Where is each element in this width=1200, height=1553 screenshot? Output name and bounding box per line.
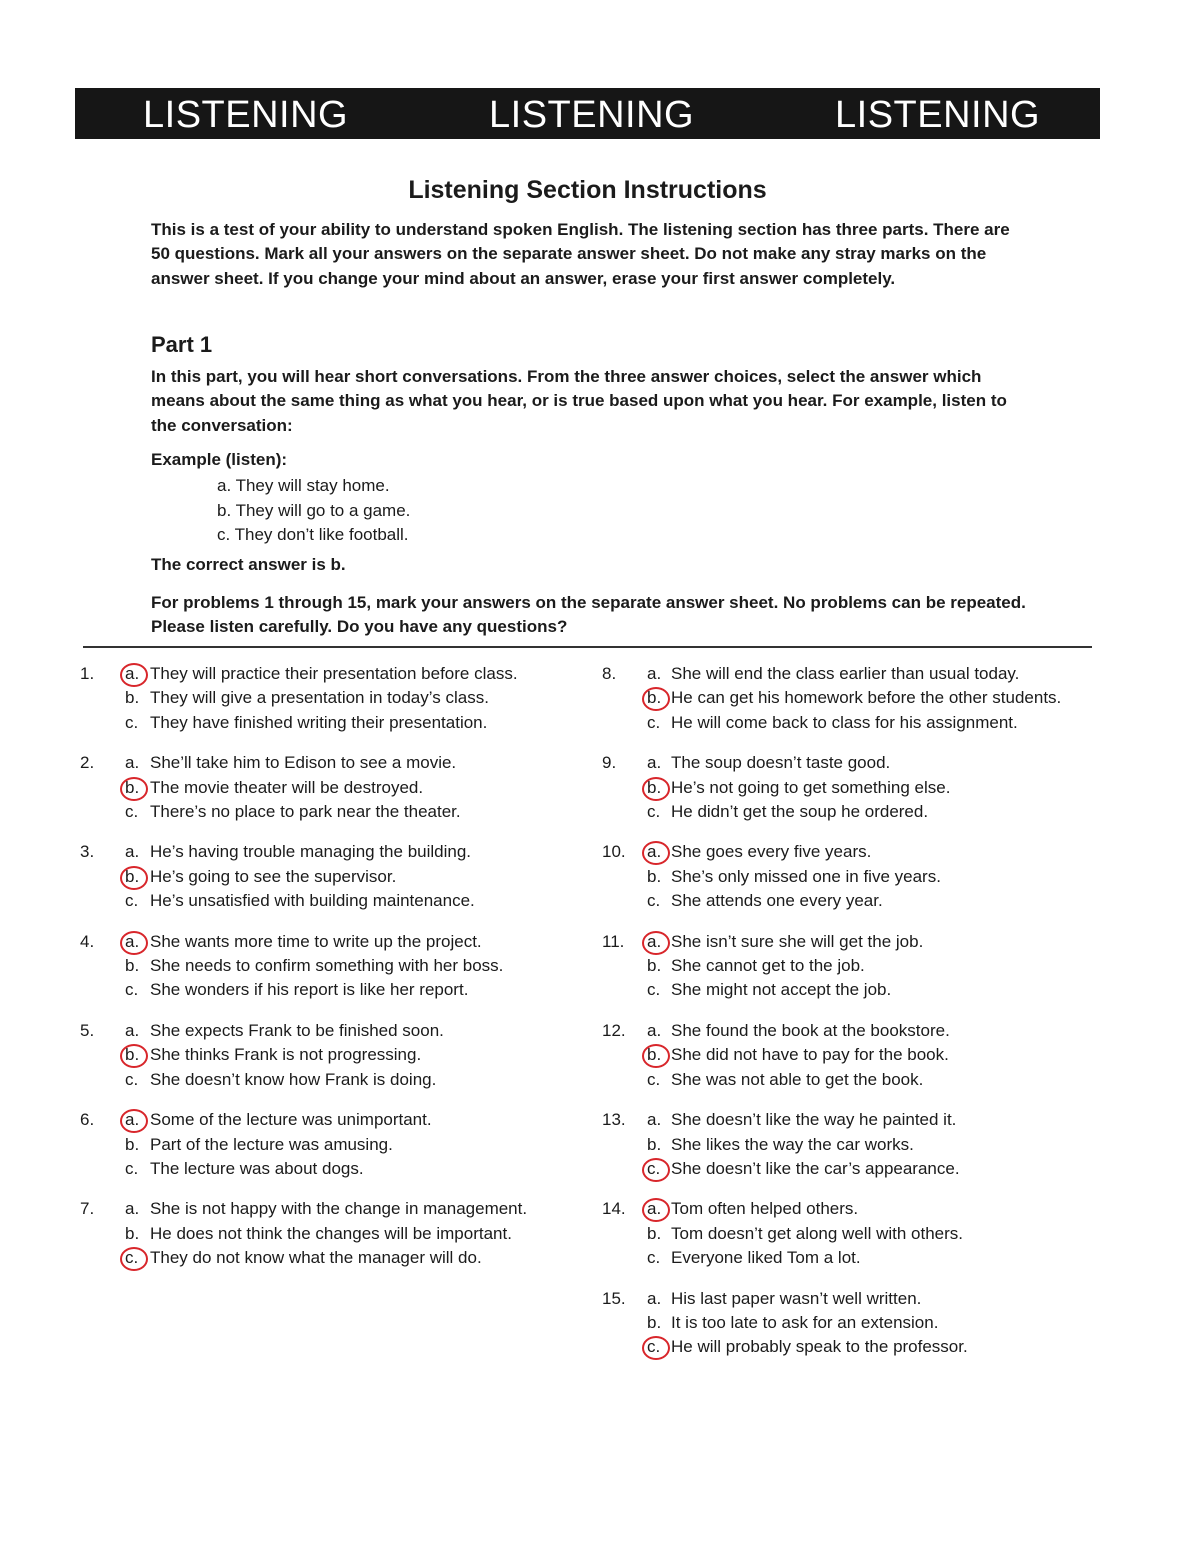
answer-option	[602, 978, 1082, 1002]
question-item	[80, 1019, 600, 1092]
example-choice: b. They will go to a game.	[217, 500, 411, 520]
question-item	[80, 840, 600, 913]
circled-option-letter: b.	[125, 865, 139, 889]
question-item	[602, 930, 1082, 1003]
question-item	[602, 1108, 1082, 1181]
question-item	[602, 1019, 1082, 1092]
option-text: He does not think the changes will be important.	[150, 1223, 512, 1243]
part-description: In this part, you will hear short conversations. From the three answer choices, select the answer which means about the same thing as what you hear, or is true based upon what you hear. For example, listen to the conversation:	[151, 367, 1007, 435]
option-text: There’s no place to park near the theater.	[150, 802, 461, 822]
option-letter: b.	[647, 1134, 662, 1154]
example-label: Example (listen):	[151, 450, 288, 469]
option-letter: c.	[125, 891, 139, 911]
option-letter: c.	[647, 802, 661, 822]
option-text: She’s only missed one in five years.	[671, 866, 941, 886]
option-text: He’s going to see the supervisor.	[150, 866, 397, 886]
answer-option	[80, 954, 600, 978]
option-text: She was not able to get the book.	[671, 1069, 924, 1089]
circled-option-letter: a.	[647, 930, 661, 954]
option-text: He’s not going to get something else.	[671, 777, 951, 797]
option-letter: b.	[125, 1134, 140, 1154]
option-text: He’s unsatisfied with building maintenance.	[150, 891, 475, 911]
question-number: 6.	[80, 1110, 95, 1130]
circled-option-letter: a.	[125, 930, 139, 954]
option-letter: a.	[647, 1110, 662, 1130]
option-text: Tom often helped others.	[671, 1199, 859, 1219]
intro-paragraph: This is a test of your ability to understand spoken English. The listening section has three parts. There are 50 questions. Mark all your answers on the separate answer sheet. Do not make any stray marks on the answer sheet. If you change your mind about an answer, erase your first answer completely.	[151, 220, 1010, 288]
circled-option-letter: b.	[647, 1043, 661, 1067]
answer-option	[602, 662, 1082, 686]
option-letter: b.	[125, 956, 140, 976]
option-letter: b.	[125, 1223, 140, 1243]
part-heading: Part 1	[151, 332, 213, 357]
question-number: 15.	[602, 1288, 626, 1308]
answer-option	[602, 1287, 1082, 1311]
option-letter: b.	[125, 688, 140, 708]
questions-column-left	[80, 662, 600, 1287]
answer-option	[602, 776, 1082, 800]
option-text: She doesn’t know how Frank is doing.	[150, 1069, 437, 1089]
option-text: She’ll take him to Edison to see a movie.	[150, 753, 457, 773]
option-text: He didn’t get the soup he ordered.	[671, 802, 929, 822]
option-letter: a.	[647, 753, 662, 773]
circled-option-letter: a.	[647, 840, 661, 864]
option-text: He will probably speak to the professor.	[671, 1337, 968, 1357]
answer-option	[80, 930, 600, 954]
option-text: She likes the way the car works.	[671, 1134, 914, 1154]
option-letter: c.	[125, 802, 139, 822]
option-text: She might not accept the job.	[671, 980, 892, 1000]
option-text: She attends one every year.	[671, 891, 883, 911]
question-number: 2.	[80, 753, 95, 773]
answer-option	[602, 1157, 1082, 1181]
option-text: He can get his homework before the other students.	[671, 688, 1062, 708]
question-item	[80, 1197, 600, 1270]
answer-option	[602, 1133, 1082, 1157]
answer-option	[602, 1311, 1082, 1335]
option-text: Everyone liked Tom a lot.	[671, 1248, 861, 1268]
answer-option	[602, 751, 1082, 775]
question-number: 10.	[602, 842, 626, 862]
option-text: Some of the lecture was unimportant.	[150, 1110, 432, 1130]
answer-option	[602, 1222, 1082, 1246]
question-number: 9.	[602, 753, 617, 773]
option-text: They will practice their presentation before class.	[150, 664, 518, 683]
circled-option-letter: a.	[125, 1108, 139, 1132]
answer-option	[80, 1108, 600, 1132]
answer-option	[80, 1222, 600, 1246]
question-item	[602, 1287, 1082, 1360]
answer-option	[602, 930, 1082, 954]
option-text: She wonders if his report is like her report.	[150, 980, 469, 1000]
directions-outro: No problems can be repeated. Please listen carefully. Do you have any questions?	[151, 593, 1026, 637]
option-letter: c.	[647, 1069, 661, 1089]
correct-answer-note: The correct answer is b.	[151, 555, 346, 574]
answer-option	[80, 1157, 600, 1181]
option-text: They will give a presentation in today’s class.	[150, 688, 489, 708]
option-letter: b.	[647, 866, 662, 886]
option-letter: c.	[125, 712, 139, 732]
circled-option-letter: b.	[647, 776, 661, 800]
answer-option	[80, 840, 600, 864]
option-text: She did not have to pay for the book.	[671, 1045, 949, 1065]
answer-option	[602, 1197, 1082, 1221]
option-text: She thinks Frank is not progressing.	[150, 1045, 422, 1065]
question-number: 11.	[602, 931, 625, 951]
option-letter: c.	[647, 891, 661, 911]
option-text: She wants more time to write up the project.	[150, 931, 482, 951]
option-text: They have finished writing their presentation.	[150, 712, 488, 732]
option-letter: b.	[647, 956, 662, 976]
option-text: Tom doesn’t get along well with others.	[671, 1223, 963, 1243]
answer-option	[602, 800, 1082, 824]
option-text: She doesn’t like the car’s appearance.	[671, 1158, 960, 1178]
section-banner	[75, 88, 1100, 139]
option-letter: a.	[125, 753, 140, 773]
page-title: Listening Section Instructions	[408, 176, 767, 204]
answer-option	[80, 800, 600, 824]
answer-option	[602, 865, 1082, 889]
option-letter: a.	[647, 664, 662, 683]
question-number: 14.	[602, 1199, 626, 1219]
question-number: 7.	[80, 1199, 95, 1219]
option-text: She expects Frank to be finished soon.	[150, 1020, 444, 1040]
option-letter: b.	[647, 1223, 662, 1243]
circled-option-letter: b.	[647, 686, 661, 710]
question-number: 8.	[602, 664, 617, 683]
question-item	[80, 751, 600, 824]
option-text: She goes every five years.	[671, 842, 872, 862]
option-text: She doesn’t like the way he painted it.	[671, 1110, 957, 1130]
answer-option	[602, 1019, 1082, 1043]
option-text: The movie theater will be destroyed.	[150, 777, 424, 797]
option-text: She cannot get to the job.	[671, 956, 865, 976]
answer-option	[80, 1197, 600, 1221]
option-text: She is not happy with the change in management.	[150, 1199, 528, 1219]
answer-option	[80, 1068, 600, 1092]
option-text: She needs to confirm something with her boss.	[150, 956, 504, 976]
example-choice: c. They don’t like football.	[217, 525, 409, 544]
question-item	[602, 662, 1082, 735]
option-text: They do not know what the manager will do.	[150, 1248, 482, 1268]
question-number: 13.	[602, 1110, 626, 1130]
question-item	[80, 662, 600, 735]
answer-option	[602, 1335, 1082, 1359]
circled-option-letter: b.	[125, 776, 139, 800]
question-number: 12.	[602, 1020, 626, 1040]
option-letter: b.	[647, 1312, 662, 1332]
option-letter: c.	[125, 1158, 139, 1178]
question-number: 3.	[80, 842, 95, 862]
answer-option	[80, 751, 600, 775]
question-item	[602, 751, 1082, 824]
option-letter: a.	[647, 1288, 662, 1308]
questions-column-right	[602, 662, 1082, 1376]
option-text: The lecture was about dogs.	[150, 1158, 364, 1178]
option-letter: c.	[647, 1248, 661, 1268]
option-text: The soup doesn’t taste good.	[671, 753, 891, 773]
answer-option	[80, 889, 600, 913]
banner-label: LISTENING	[489, 94, 695, 136]
option-text: It is too late to ask for an extension.	[671, 1312, 939, 1332]
answer-option	[80, 1246, 600, 1270]
question-item	[80, 930, 600, 1003]
banner-label: LISTENING	[143, 94, 349, 136]
divider	[83, 646, 1092, 648]
answer-option	[80, 1043, 600, 1067]
circled-option-letter: a.	[647, 1197, 661, 1221]
option-text: She isn’t sure she will get the job.	[671, 931, 924, 951]
question-item	[602, 1197, 1082, 1270]
directions-emphasis: mark your answers on the separate answer sheet.	[375, 593, 779, 612]
answer-option	[80, 1019, 600, 1043]
option-letter: c.	[647, 712, 661, 732]
circled-option-letter: c.	[125, 1246, 138, 1270]
option-text: He will come back to class for his assignment.	[671, 712, 1018, 732]
question-number: 5.	[80, 1020, 95, 1040]
directions-intro: For problems 1 through 15,	[151, 593, 376, 612]
answer-option	[602, 686, 1082, 710]
answer-option	[602, 1108, 1082, 1132]
example-choices	[217, 474, 410, 548]
answer-option	[602, 1246, 1082, 1270]
banner-label: LISTENING	[835, 94, 1041, 136]
question-item	[80, 1108, 600, 1181]
option-text: She will end the class earlier than usual today.	[671, 664, 1020, 683]
option-text: She found the book at the bookstore.	[671, 1020, 950, 1040]
example-choice: a. They will stay home.	[217, 476, 390, 495]
answer-option	[602, 889, 1082, 913]
option-text: Part of the lecture was amusing.	[150, 1134, 393, 1154]
answer-option	[80, 711, 600, 735]
answer-option	[80, 686, 600, 710]
option-letter: c.	[125, 980, 139, 1000]
circled-option-letter: b.	[125, 1043, 139, 1067]
question-item	[602, 840, 1082, 913]
question-number: 4.	[80, 931, 95, 951]
option-text: He’s having trouble managing the building.	[150, 842, 472, 862]
answer-option	[602, 1068, 1082, 1092]
option-letter: a.	[125, 842, 140, 862]
circled-option-letter: c.	[647, 1157, 660, 1181]
answer-option	[602, 1043, 1082, 1067]
option-letter: a.	[125, 1199, 140, 1219]
option-text: His last paper wasn’t well written.	[671, 1288, 922, 1308]
question-number: 1.	[80, 664, 95, 683]
option-letter: a.	[125, 1020, 140, 1040]
answer-option	[602, 954, 1082, 978]
answer-option	[80, 978, 600, 1002]
answer-option	[80, 1133, 600, 1157]
option-letter: a.	[647, 1020, 662, 1040]
answer-option	[602, 840, 1082, 864]
answer-option	[602, 711, 1082, 735]
answer-option	[80, 865, 600, 889]
answer-option	[80, 776, 600, 800]
answer-option	[80, 662, 600, 686]
option-letter: c.	[647, 980, 661, 1000]
directions	[151, 591, 1031, 640]
option-letter: c.	[125, 1069, 139, 1089]
circled-option-letter: c.	[647, 1335, 660, 1359]
circled-option-letter: a.	[125, 662, 139, 686]
